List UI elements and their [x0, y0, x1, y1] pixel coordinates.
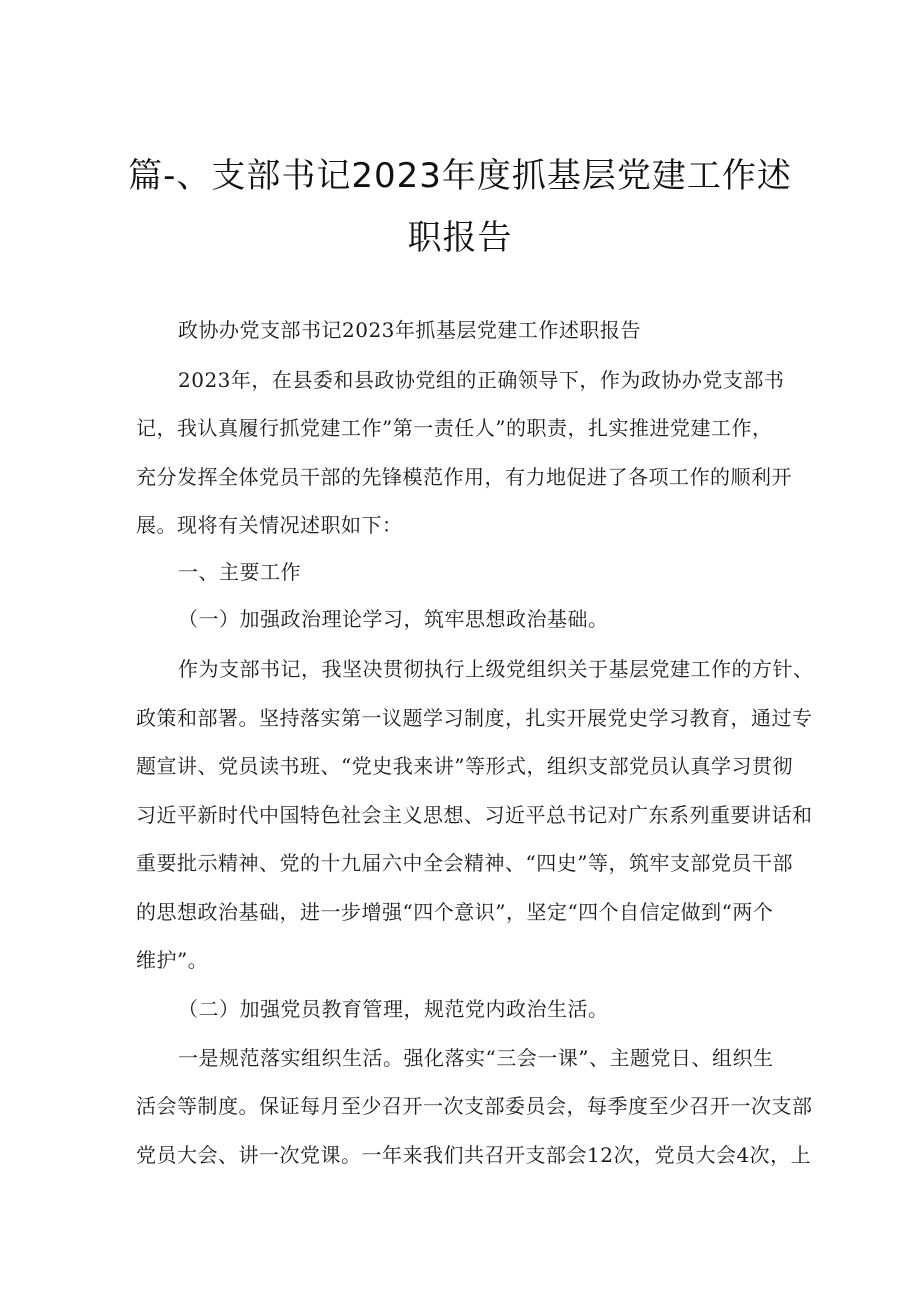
body-line: 记，我认真履行抓党建工作”第一责任人”的职责，扎实推进党建工作， [136, 416, 773, 440]
body-line: 习近平新时代中国特色社会主义思想、习近平总书记对广东系列重要讲话和 [136, 803, 813, 827]
body-line: 2023年，在县委和县政协党组的正确领导下，作为政协办党支部书 [178, 368, 785, 392]
report-subtitle: 政协办党支部书记2023年抓基层党建工作述职报告 [178, 318, 641, 342]
section-heading: 一、主要工作 [178, 560, 301, 584]
body-line: 充分发挥全体党员干部的先锋模范作用，有力地促进了各项工作的顺利开 [136, 465, 792, 489]
body-line: 作为支部书记，我坚决贯彻执行上级党组织关于基层党建工作的方针、 [178, 657, 814, 681]
body-line: 的思想政治基础，进一步增强“四个意识”，坚定“四个自信定做到“两个 [136, 900, 774, 924]
body-line: 重要批示精神、党的十九届六中全会精神、“四史”等，筑牢支部党员干部 [136, 851, 793, 875]
body-line: 党员大会、讲一次党课。一年来我们共召开支部会12次，党员大会4次，上 [136, 1143, 812, 1167]
body-line: 展。现将有关情况述职如下： [136, 513, 403, 537]
body-line: 题宣讲、党员读书班、“党史我来讲”等形式，组织支部党员认真学习贯彻 [136, 754, 793, 778]
document-title-line-1: 篇-、支部书记2023年度抓基层党建工作述 [128, 156, 792, 196]
body-line: 维护”。 [136, 948, 209, 972]
body-line: 政策和部署。坚持落实第一议题学习制度，扎实开展党史学习教育，通过专 [136, 706, 813, 730]
subsection-heading: （二）加强党员教育管理，规范党内政治生活。 [178, 997, 609, 1021]
subsection-heading: （一）加强政治理论学习，筑牢思想政治基础。 [178, 607, 609, 631]
body-line: 活会等制度。保证每月至少召开一次支部委员会，每季度至少召开一次支部 [136, 1094, 813, 1118]
body-line: 一是规范落实组织生活。强化落实“三会一课”、主题党日、组织生 [178, 1046, 774, 1070]
document-title-line-2: 职报告 [407, 218, 513, 258]
